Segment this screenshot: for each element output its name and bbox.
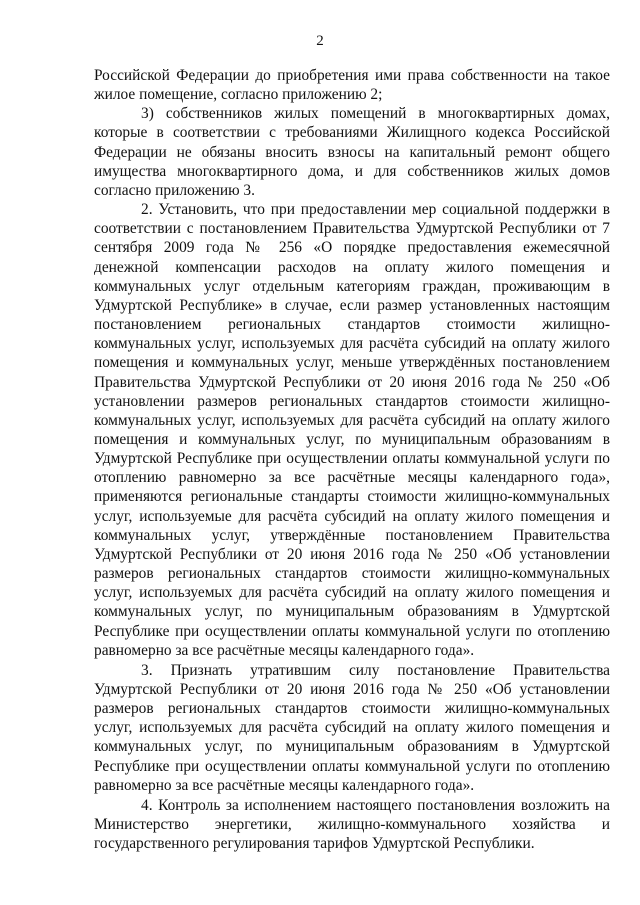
page-number: 2 [316,33,324,49]
paragraph-point-3: 3. Признать утратившим силу постановление Правительства Удмуртской Республики от 20 июня 2016 года № 250 «Об установлении размеров региональных стандартов стоимости жилищно-коммунальных услуг, используемых для расчёта субсидий на оплату жилого помещения и коммунальных услуг, по муниципальным образованиям в Удмуртской Республике при осуществлении оплаты коммунальной услуги по отоплению равномерно за все расчётные месяцы календарного года». [94,661,610,794]
paragraph-point-2: 2. Установить, что при предоставлении мер социальной поддержки в соответствии с постановлением Правительства Удмуртской Республики от 7 сентября 2009 года № 256 «О порядке предоставления ежемесячной денежной компенсации расходов на оплату жилого помещения и коммунальных услуг отдельным категориям граждан, проживающим в Удмуртской Республике» в случае, если размер установленных настоящим постановлением региональных стандартов стоимости жилищно-коммунальных услуг, используемых для расчёта субсидий на оплату жилого помещения и коммунальных услуг, меньше утверждённых постановлением Правительства Удмуртской Республики от 20 июня 2016 года № 250 «Об установлении размеров региональных стандартов стоимости жилищно-коммунальных услуг, используемых для расчёта субсидий на оплату жилого помещения и коммунальных услуг, по муниципальным образованиям в Удмуртской Республике при осуществлении оплаты коммунальной услуги по отоплению равномерно за все расчётные месяцы календарного года», применяются региональные стандарты стоимости жилищно-коммунальных услуг, используемые для расчёта субсидий на оплату жилого помещения и коммунальных услуг, утверждённые постановлением Правительства Удмуртской Республики от 20 июня 2016 года № 250 «Об установлении размеров региональных стандартов стоимости жилищно-коммунальных услуг, используемых для расчёта субсидий на оплату жилого помещения и коммунальных услуг, по муниципальным образованиям в Удмуртской Республике при осуществлении оплаты коммунальной услуги по отоплению равномерно за все расчётные месяцы календарного года». [94,201,610,659]
paragraph-item-3: 3) собственников жилых помещений в многоквартирных домах, которые в соответствии с требованиями Жилищного кодекса Российской Федерации не обязаны вносить взносы на капитальный ремонт общего имущества многоквартирного дома, и для собственников жилых домов согласно приложению 3. [94,105,610,199]
document-body [94,66,610,853]
paragraph-point-4: 4. Контроль за исполнением настоящего постановления возложить на Министерство энергетики, жилищно-коммунального хозяйства и государственного регулирования тарифов Удмуртской Республики. [94,796,610,853]
paragraph-continuation: Российской Федерации до приобретения ими права собственности на такое жилое помещение, согласно приложению 2; [94,67,610,104]
